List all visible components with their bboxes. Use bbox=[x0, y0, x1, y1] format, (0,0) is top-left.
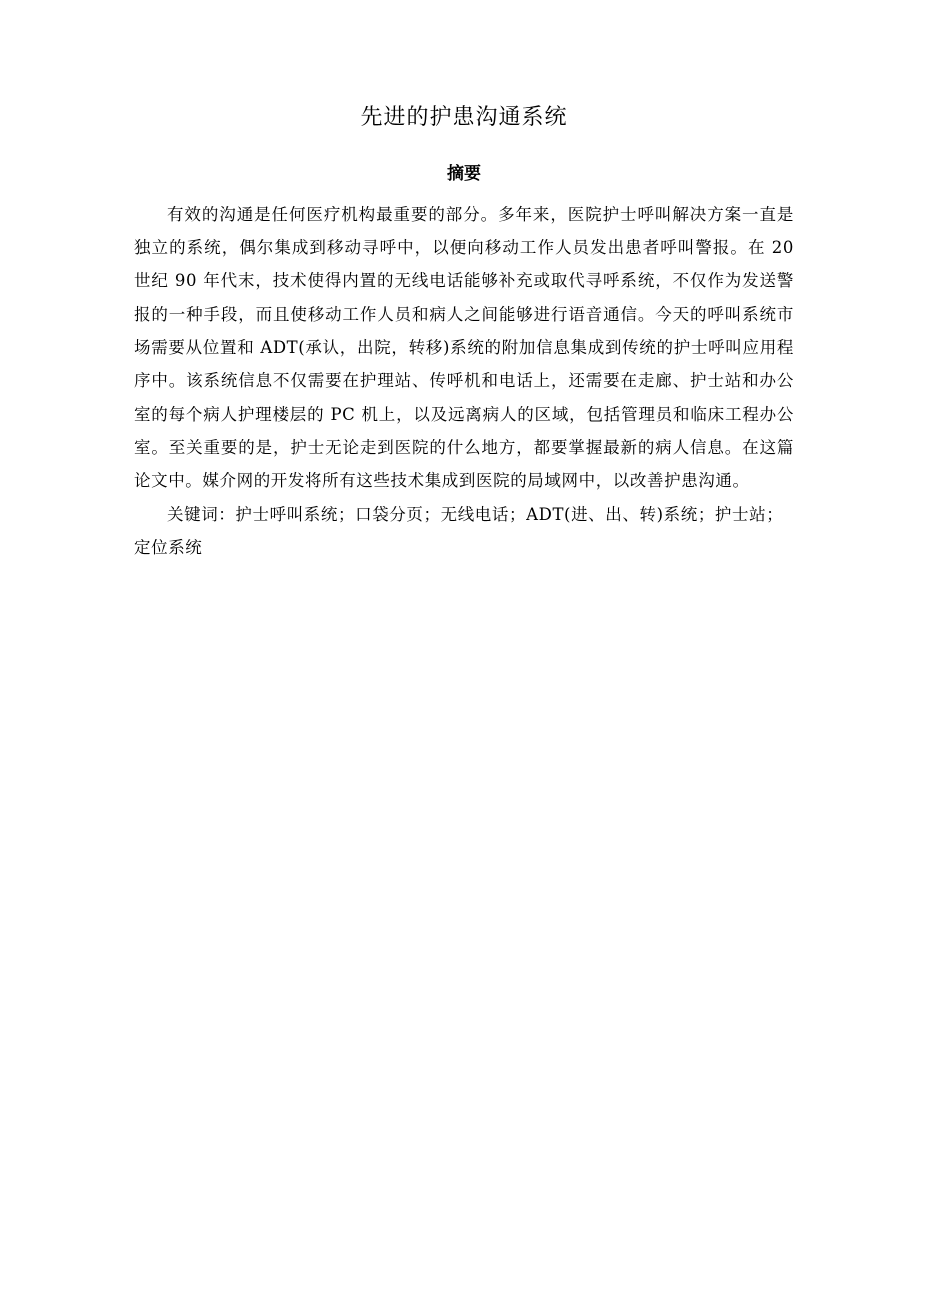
abstract-paragraph: 有效的沟通是任何医疗机构最重要的部分。多年来，医院护士呼叫解决方案一直是独立的系统，偶尔集成到移动寻呼中，以便向移动工作人员发出患者呼叫警报。在 20 世纪 90 年代末，技术使得内置的无线电话能够补充或取代寻呼系统，不仅作为发送警报的一种手段，而且使移动工作人员和病人之间能够进行语音通信。今天的呼叫系统市场需要从位置和 ADT(承认，出院，转移)系统的附加信息集成到传统的护士呼叫应用程序中。该系统信息不仅需要在护理站、传呼机和电话上，还需要在走廊、护士站和办公室的每个病人护理楼层的 PC 机上，以及远离病人的区域，包括管理员和临床工程办公室。至关重要的是，护士无论走到医院的什么地方，都要掌握最新的病人信息。在这篇论文中。媒介网的开发将所有这些技术集成到医院的局域网中，以改善护患沟通。 bbox=[134, 204, 794, 491]
page-title: 先进的护患沟通系统 bbox=[360, 105, 568, 130]
document-content bbox=[134, 104, 794, 564]
abstract-heading: 摘要 bbox=[447, 163, 481, 184]
keywords-paragraph: 关键词：护士呼叫系统；口袋分页；无线电话；ADT(进、出、转)系统；护士站；定位系统 bbox=[134, 504, 784, 557]
